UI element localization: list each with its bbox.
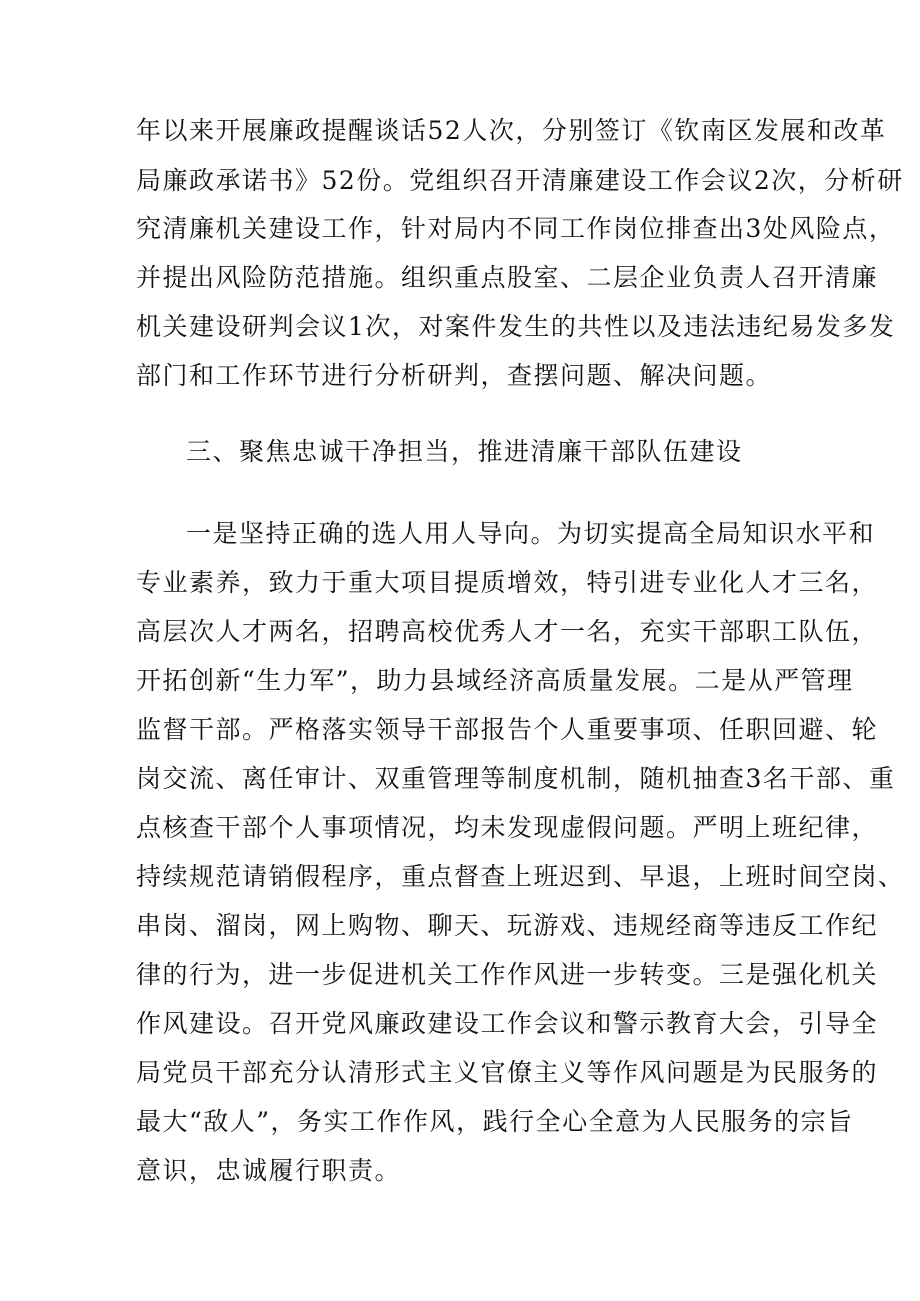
paragraph-line: 局党员干部充分认清形式主义官僚主义等作风问题是为民服务的 [136,1058,879,1087]
section-heading: 三、聚焦忠诚干净担当，推进清廉干部队伍建设 [186,437,743,466]
paragraph-line: 一是坚持正确的选人用人导向。为切实提高全局知识水平和 [186,519,876,548]
paragraph-line: 究清廉机关建设工作，针对局内不同工作岗位排查出3处风险点， [136,214,896,243]
paragraph-line: 并提出风险防范措施。组织重点股室、二层企业负责人召开清廉 [136,263,879,292]
paragraph-line: 点核查干部个人事项情况，均未发现虚假问题。严明上班纪律， [136,813,879,842]
paragraph-line: 意识，忠诚履行职责。 [136,1156,402,1185]
paragraph-line: 部门和工作环节进行分析研判，查摆问题、解决问题。 [136,361,773,390]
paragraph-line: 串岗、溜岗，网上购物、聊天、玩游戏、违规经商等违反工作纪 [136,911,879,940]
paragraph-line: 持续规范请销假程序，重点督查上班迟到、早退，上班时间空岗、 [136,862,905,891]
paragraph-line: 作风建设。召开党风廉政建设工作会议和警示教育大会，引导全 [136,1009,879,1038]
paragraph-line: 律的行为，进一步促进机关工作作风进一步转变。三是强化机关 [136,960,879,989]
paragraph-line: 高层次人才两名，招聘高校优秀人才一名，充实干部职工队伍， [136,617,879,646]
paragraph-line: 局廉政承诺书》52份。党组织召开清廉建设工作会议2次，分析研 [136,166,904,195]
paragraph-line: 开拓创新“生力军”，助力县域经济高质量发展。二是从严管理 [136,666,854,695]
paragraph-line: 机关建设研判会议1次，对案件发生的共性以及违法违纪易发多发 [136,312,896,341]
paragraph-line: 年以来开展廉政提醒谈话52人次，分别签订《钦南区发展和改革 [136,116,887,145]
paragraph-line: 监督干部。严格落实领导干部报告个人重要事项、任职回避、轮 [136,715,879,744]
paragraph-line: 专业素养，致力于重大项目提质增效，特引进专业化人才三名， [136,568,879,597]
paragraph-line: 岗交流、离任审计、双重管理等制度机制，随机抽查3名干部、重 [136,764,896,793]
paragraph-line: 最大“敌人”，务实工作作风，践行全心全意为人民服务的宗旨 [136,1107,854,1136]
